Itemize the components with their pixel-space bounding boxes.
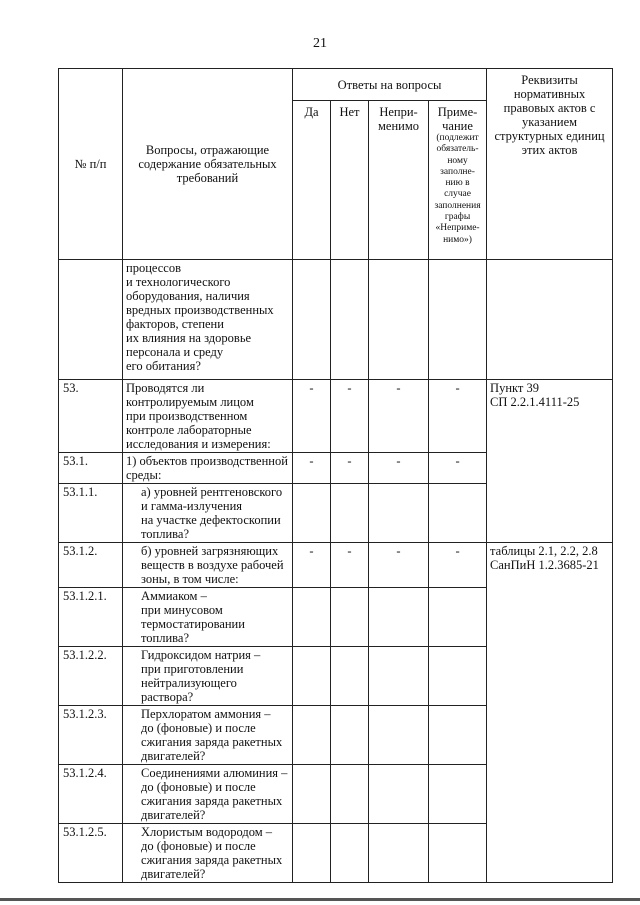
row-number: 53.1.1. xyxy=(59,484,123,543)
page-number: 21 xyxy=(313,36,327,51)
header-na: Непри- менимо xyxy=(369,101,429,260)
answer-note-cell xyxy=(429,765,487,824)
answer-yes-cell xyxy=(293,706,331,765)
row-number: 53.1.2.1. xyxy=(59,588,123,647)
header-row-1 xyxy=(59,69,613,101)
header-note-detail: (подлежит обязатель-ному заполне-нию в случае заполнения графы «Неприме-нимо») xyxy=(434,133,481,245)
answer-no-cell: - xyxy=(331,543,369,588)
answer-note-cell xyxy=(429,588,487,647)
row-number: 53.1.2.2. xyxy=(59,647,123,706)
answer-yes-cell xyxy=(293,260,331,380)
row-question: процессов и технологического оборудования, наличия вредных производственных факторов, степени их влияния на здоровье персонала и среду его обитания? xyxy=(123,260,293,380)
answer-yes-cell xyxy=(293,484,331,543)
answer-note-cell xyxy=(429,260,487,380)
answer-na-cell xyxy=(369,706,429,765)
answer-note-cell: - xyxy=(429,380,487,453)
answer-note-cell xyxy=(429,824,487,883)
requisites-cell: таблицы 2.1, 2.2, 2.8 СанПиН 1.2.3685-21 xyxy=(487,543,613,883)
answer-no-cell xyxy=(331,765,369,824)
answer-no-cell xyxy=(331,824,369,883)
row-number: 53.1.2.3. xyxy=(59,706,123,765)
answer-no-cell: - xyxy=(331,380,369,453)
row-question: Соединениями алюминия – до (фоновые) и после сжигания заряда ракетных двигателей? xyxy=(123,765,293,824)
header-note-title: Приме- чание xyxy=(437,105,478,133)
row-question: Хлористым водородом – до (фоновые) и после сжигания заряда ракетных двигателей? xyxy=(123,824,293,883)
answer-na-cell: - xyxy=(369,543,429,588)
row-number: 53. xyxy=(59,380,123,453)
answer-no-cell: - xyxy=(331,453,369,484)
answer-na-cell xyxy=(369,260,429,380)
answer-note-cell: - xyxy=(429,543,487,588)
answer-note-cell xyxy=(429,706,487,765)
answer-yes-cell xyxy=(293,647,331,706)
answer-yes-cell: - xyxy=(293,543,331,588)
row-question: Гидроксидом натрия – при приготовлении нейтрализующего раствора? xyxy=(123,647,293,706)
row-number xyxy=(59,260,123,380)
row-question: Перхлоратом аммония – до (фоновые) и после сжигания заряда ракетных двигателей? xyxy=(123,706,293,765)
table-row xyxy=(59,260,613,380)
row-number: 53.1. xyxy=(59,453,123,484)
answer-na-cell xyxy=(369,647,429,706)
requisites-cell-empty xyxy=(487,260,613,380)
answer-no-cell xyxy=(331,706,369,765)
row-question: б) уровней загрязняющих веществ в воздухе рабочей зоны, в том числе: xyxy=(123,543,293,588)
answer-note-cell xyxy=(429,647,487,706)
row-question: 1) объектов производственной среды: xyxy=(123,453,293,484)
scan-edge xyxy=(0,898,640,901)
header-requisites: Реквизиты нормативных правовых актов с указанием структурных единиц этих актов xyxy=(487,69,613,260)
answer-no-cell xyxy=(331,588,369,647)
row-number: 53.1.2. xyxy=(59,543,123,588)
checklist-table xyxy=(58,68,613,883)
answer-yes-cell: - xyxy=(293,380,331,453)
answer-note-cell: - xyxy=(429,453,487,484)
row-question: Аммиаком – при минусовом термостатировании топлива? xyxy=(123,588,293,647)
answer-na-cell xyxy=(369,824,429,883)
header-answers: Ответы на вопросы xyxy=(293,69,487,101)
header-yes: Да xyxy=(293,101,331,260)
header-num: № п/п xyxy=(59,69,123,260)
answer-na-cell xyxy=(369,588,429,647)
header-note xyxy=(429,101,487,260)
row-question: а) уровней рентгеновского и гамма-излучения на участке дефектоскопии топлива? xyxy=(123,484,293,543)
answer-no-cell xyxy=(331,260,369,380)
answer-yes-cell xyxy=(293,765,331,824)
answer-yes-cell: - xyxy=(293,453,331,484)
header-questions: Вопросы, отражающие содержание обязательных требований xyxy=(123,69,293,260)
answer-note-cell xyxy=(429,484,487,543)
table-row xyxy=(59,380,613,453)
table-row xyxy=(59,543,613,588)
answer-yes-cell xyxy=(293,824,331,883)
answer-yes-cell xyxy=(293,588,331,647)
answer-na-cell: - xyxy=(369,453,429,484)
answer-na-cell xyxy=(369,484,429,543)
answer-na-cell xyxy=(369,765,429,824)
answer-no-cell xyxy=(331,484,369,543)
row-number: 53.1.2.5. xyxy=(59,824,123,883)
requisites-cell: Пункт 39 СП 2.2.1.4111-25 xyxy=(487,380,613,543)
row-number: 53.1.2.4. xyxy=(59,765,123,824)
answer-na-cell: - xyxy=(369,380,429,453)
answer-no-cell xyxy=(331,647,369,706)
row-question: Проводятся ли контролируемым лицом при производственном контроле лабораторные исследования и измерения: xyxy=(123,380,293,453)
header-no: Нет xyxy=(331,101,369,260)
